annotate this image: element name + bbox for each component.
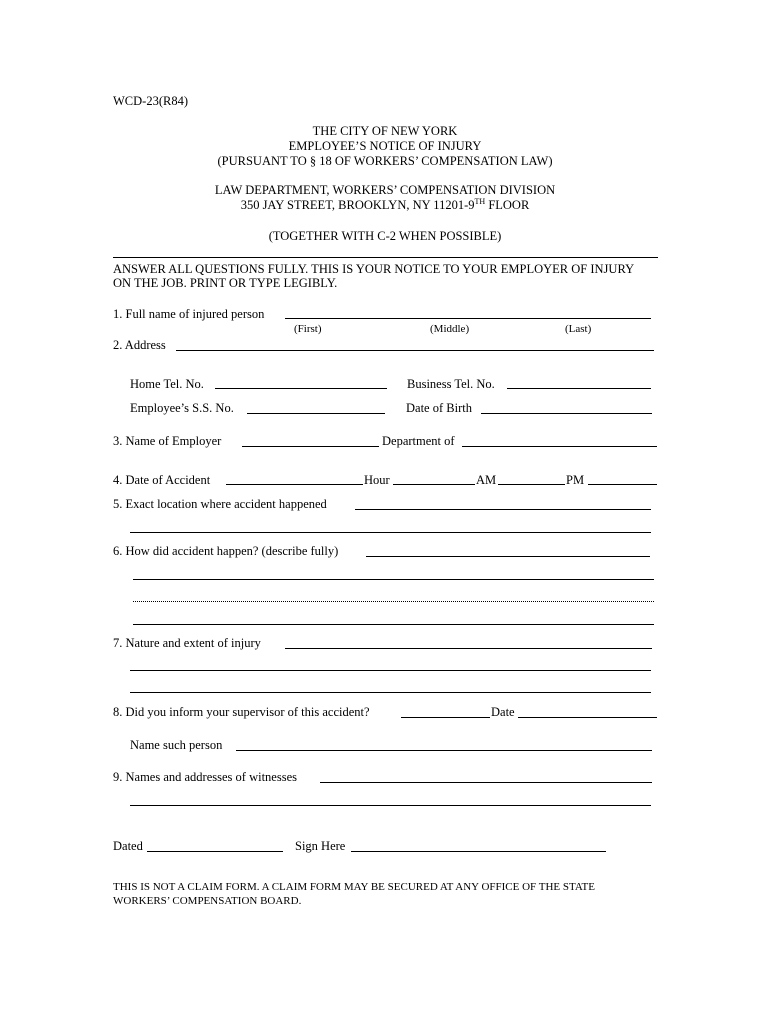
q9-label: 9. Names and addresses of witnesses (113, 770, 297, 784)
department-label: Department of (382, 434, 455, 448)
footer-line1: THIS IS NOT A CLAIM FORM. A CLAIM FORM MAY BE SECURED AT ANY OFFICE OF THE STATE (113, 881, 595, 893)
dated-label: Dated (113, 839, 143, 853)
q7-label: 7. Nature and extent of injury (113, 636, 261, 650)
supervisor-informed-field[interactable] (401, 717, 490, 718)
injury-field[interactable] (285, 648, 652, 649)
ssn-label: Employee’s S.S. No. (130, 401, 234, 415)
sign-here-label: Sign Here (295, 839, 346, 853)
address-floor-sup: TH (474, 196, 486, 206)
signature-field[interactable] (351, 851, 606, 852)
hour-field[interactable] (393, 484, 475, 485)
q5-label: 5. Exact location where accident happened (113, 497, 327, 511)
instructions-line2: ON THE JOB. PRINT OR TYPE LEGIBLY. (113, 276, 338, 290)
address-main: 350 JAY STREET, BROOKLYN, NY 11201-9 (240, 198, 475, 212)
footer-line2: WORKERS’ COMPENSATION BOARD. (113, 895, 302, 907)
q3-label: 3. Name of Employer (113, 434, 222, 448)
q8-date-label: Date (491, 705, 515, 719)
address-tail: FLOOR (485, 198, 530, 212)
witnesses-field[interactable] (320, 782, 652, 783)
address-field[interactable] (176, 350, 654, 351)
q1-label: 1. Full name of injured person (113, 307, 265, 321)
full-name-field[interactable] (285, 318, 651, 319)
supervisor-name-field[interactable] (236, 750, 652, 751)
description-field-line3[interactable] (133, 601, 654, 602)
pm-label: PM (566, 473, 585, 487)
description-field[interactable] (366, 556, 650, 557)
am-label: AM (476, 473, 497, 487)
description-field-line4[interactable] (133, 624, 654, 625)
home-tel-field[interactable] (215, 388, 387, 389)
header-pursuant: (PURSUANT TO § 18 OF WORKERS’ COMPENSATION LAW) (217, 154, 553, 168)
header-together: (TOGETHER WITH C-2 WHEN POSSIBLE) (268, 229, 502, 243)
witnesses-field-line2[interactable] (130, 805, 651, 806)
header-title: EMPLOYEE’S NOTICE OF INJURY (288, 139, 482, 153)
q2-label: 2. Address (113, 338, 166, 352)
name-middle-caption: (Middle) (430, 323, 470, 335)
q8-label: 8. Did you inform your supervisor of this accident? (113, 705, 370, 719)
name-person-label: Name such person (130, 738, 223, 752)
injury-field-line2[interactable] (130, 670, 651, 671)
department-field[interactable] (462, 446, 657, 447)
q4-label: 4. Date of Accident (113, 473, 211, 487)
header-address (0, 196, 770, 212)
instructions-line1: ANSWER ALL QUESTIONS FULLY. THIS IS YOUR NOTICE TO YOUR EMPLOYER OF INJURY (113, 262, 635, 276)
hour-label: Hour (364, 473, 390, 487)
description-field-line2[interactable] (133, 579, 654, 580)
am-field[interactable] (498, 484, 565, 485)
dated-field[interactable] (147, 851, 283, 852)
dob-field[interactable] (481, 413, 652, 414)
name-last-caption: (Last) (565, 323, 592, 335)
injury-field-line3[interactable] (130, 692, 651, 693)
header-department: LAW DEPARTMENT, WORKERS’ COMPENSATION DIVISION (214, 183, 556, 197)
employer-field[interactable] (242, 446, 379, 447)
form-code: WCD-23(R84) (113, 94, 188, 108)
header-city: THE CITY OF NEW YORK (312, 124, 458, 138)
dob-label: Date of Birth (406, 401, 472, 415)
business-tel-label: Business Tel. No. (407, 377, 495, 391)
accident-date-field[interactable] (226, 484, 363, 485)
header-divider (113, 257, 658, 258)
name-first-caption: (First) (294, 323, 322, 335)
pm-field[interactable] (588, 484, 657, 485)
home-tel-label: Home Tel. No. (130, 377, 204, 391)
q6-label: 6. How did accident happen? (describe fully) (113, 544, 339, 558)
location-field[interactable] (355, 509, 651, 510)
supervisor-date-field[interactable] (518, 717, 657, 718)
ssn-field[interactable] (247, 413, 385, 414)
business-tel-field[interactable] (507, 388, 651, 389)
location-field-line2[interactable] (130, 532, 651, 533)
